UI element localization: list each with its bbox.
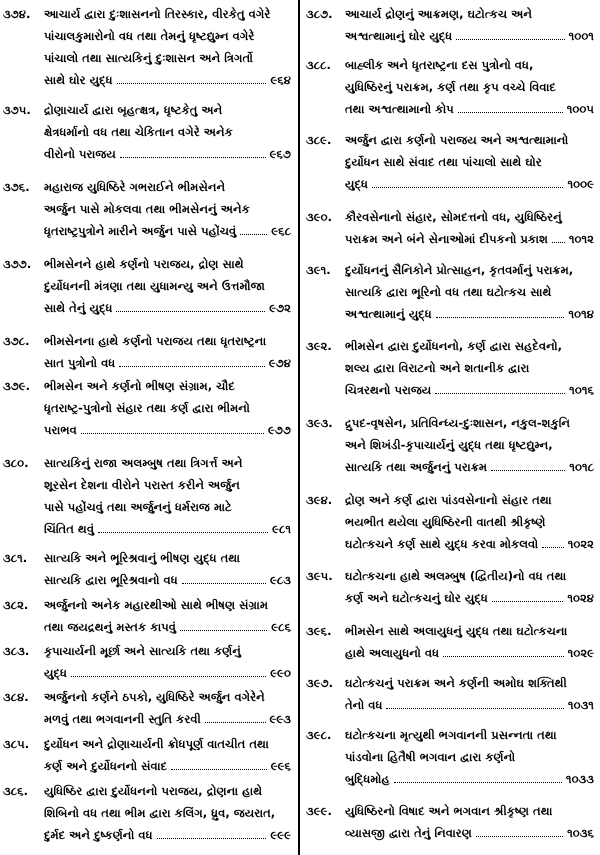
toc-entry-title-line: તથા અશ્વત્થામાનો કોપ [345, 102, 454, 116]
toc-entry-number: ૩૮૧. [3, 551, 28, 565]
toc-entry-number: ૩૮૯. [306, 133, 332, 147]
dot-leader [71, 675, 266, 677]
toc-entry-page: ૧૦૨૪ [567, 591, 594, 605]
toc-entry-number: ૩૭૪. [3, 7, 31, 21]
toc-entry-title-line: સાત્યકિ દ્વારા ભૂરિશ્રવાનો વધ [44, 573, 178, 587]
toc-entry-title-line: અશ્વત્થામાનું ઘોર યુદ્ધ [345, 29, 453, 43]
toc-entry-title-line: અશ્વત્થામાનું યુદ્ધ [345, 307, 432, 321]
toc-entry-number: ૩૭૯. [3, 379, 31, 393]
toc-entry-title-line: ભયભીત થયેલા યુધિષ્ઠિરની વાતથી શ્રીકૃષ્ણે [345, 515, 546, 529]
toc-entry [301, 565, 600, 609]
toc-entry-title-line: વીરોનો પરાજય [44, 147, 116, 161]
toc-entry-title-line: કૌરવસેનાનો સંહાર, સોમદત્તનો વધ, યુધિષ્ઠિરનું [345, 210, 562, 224]
toc-entry-title-line: યુધિષ્ઠિર દ્વારા દુર્યોધનનો પરાજય, દ્રોણના હાથે [44, 784, 263, 798]
toc-entry-title-line: તથા જયદ્રથનું મસ્તક કાપવું [44, 620, 176, 634]
column-divider [298, 0, 300, 855]
toc-entry-title-line: હાથે અલાયુધનો વધ [345, 646, 440, 660]
toc-entry [301, 620, 600, 664]
toc-entry-number: ૩૮૩. [3, 644, 30, 658]
toc-entry-page: ૧૦૦૧ [568, 29, 594, 43]
toc-entry [301, 489, 600, 555]
toc-entry-title-line: દ્રોણાચાર્ય દ્વારા બૃહત્ક્ષત્ર, ધૃષ્ટકેતુ અને [44, 103, 223, 117]
toc-entry-number: ૩૯૨. [306, 339, 332, 353]
toc-entry-title-line: ભીમસેનના હાથે કર્ણનો પરાજય તથા ધૃતરાષ્ટ્રના [44, 334, 267, 348]
toc-entry-page: ૯૯૩ [269, 712, 291, 726]
toc-entry [301, 259, 600, 325]
toc-entry-number: ૩૭૭. [3, 257, 32, 271]
toc-entry-title-line: ભીમસેન સાથે અલાયુધનું યુદ્ધ તથા ઘટોત્કચના [345, 624, 568, 638]
toc-entry-title-line: પાંડવોના હિતૈષી ભગવાન દ્વારા કર્ણનો [345, 750, 516, 764]
toc-entry-title-line: ભીમસેનને હાથે કર્ણનો પરાજય, દ્રોણ સાથે [44, 257, 244, 271]
toc-entry-page: ૯૯૬ [270, 759, 291, 773]
toc-entry-title-line: પાસે પહોંચવું તથા અર્જુનનું ધર્મરાજ માટે [44, 500, 232, 514]
toc-entry-page: ૧૦૨૯ [567, 646, 594, 660]
toc-entry-page: ૧૦૩૬ [567, 826, 594, 840]
toc-entry-number: ૩૯૯. [306, 804, 332, 818]
toc-entry-page: ૯૭૨ [269, 301, 291, 315]
toc-entry-number: ૩૮૦. [3, 456, 29, 470]
toc-left-column [0, 0, 297, 855]
toc-entry-number: ૩૮૪. [3, 690, 29, 704]
dot-leader [205, 721, 266, 723]
toc-entry [0, 594, 297, 638]
toc-entry-title-line: બાહ્લીક અને ધૃતરાષ્ટ્રના દસ પુત્રોનો વધ, [345, 58, 534, 72]
toc-entry [0, 3, 297, 91]
toc-entry-page: ૯૯૯ [270, 828, 291, 842]
dot-leader [491, 469, 565, 471]
toc-entry [301, 800, 600, 844]
toc-entry-title-line: કૃપાચાર્યની મૂર્છા અને સાત્યકિ તથા કર્ણનું [44, 644, 241, 658]
toc-entry-number: ૩૮૮. [306, 58, 331, 72]
toc-entry-page: ૧૦૧૨ [568, 232, 594, 246]
toc-entry-number: ૩૯૮. [306, 728, 332, 742]
toc-entry-title-line: અને શિખંડી-કૃપાચાર્યનું યુદ્ધ તથા ધૃષ્ટદ્યુમ્ન, [345, 438, 553, 452]
dot-leader [182, 582, 266, 584]
dot-leader [386, 707, 563, 709]
dot-leader [117, 82, 267, 84]
toc-entry-title-line: સાત્યકિ તથા અર્જુનનું પરાક્રમ [345, 460, 488, 474]
toc-entry [0, 99, 297, 165]
toc-entry-number: ૩૮૬. [3, 784, 28, 798]
toc-entry-title-line: અર્જુન દ્વારા કર્ણનો પરાજય અને અશ્વત્થામાનો [345, 133, 569, 147]
dot-leader [240, 233, 267, 235]
dot-leader [458, 111, 563, 113]
toc-entry-title-line: દુર્યોધનનું સૈનિકોને પ્રોત્સાહન, કૃતવર્માનું પરાક્રમ, [345, 263, 574, 277]
dot-leader [552, 241, 565, 243]
toc-entry [0, 733, 297, 777]
toc-entry-number: ૩૯૦. [306, 210, 332, 224]
toc-entry-title-line: ધૃતરાષ્ટ્ર-પુત્રોનો સંહાર તથા કર્ણ દ્વારા ભીમનો [44, 401, 250, 415]
toc-entry-title-line: સાત પુત્રોનો વધ [44, 356, 116, 370]
dot-leader [492, 600, 563, 602]
toc-entry-title-line: ઘટોત્કચનું પરાક્રમ અને કર્ણની અમોઘ શક્તિથી [345, 676, 567, 690]
toc-entry [0, 253, 297, 319]
toc-entry-page: ૧૦૦૫ [566, 102, 594, 116]
toc-entry [0, 547, 297, 591]
toc-entry-page: ૧૦૩૧ [567, 698, 594, 712]
toc-entry-title-line: ભીમસેન દ્વારા દુર્યોધનનો, કર્ણ દ્વારા સહદેવનો, [345, 339, 563, 353]
toc-entry-title-line: યુદ્ધ [44, 666, 67, 680]
toc-entry-title-line: કર્ણ અને દુર્યોધનનો સંવાદ [44, 759, 168, 773]
toc-entry-title-line: દુર્યોધન સાથે સંવાદ તથા પાંચાલો સાથે ઘોર [345, 155, 542, 169]
toc-entry-title-line: તેનો વધ [345, 698, 383, 712]
toc-entry-title-line: ધૃતરાષ્ટ્રપુત્રોને મારીને અર્જુન પાસે પહોંચવું [44, 224, 237, 238]
toc-entry-title-line: સાથે ઘોર યુદ્ધ [44, 73, 113, 87]
dot-leader [435, 392, 565, 394]
toc-entry-page: ૯૮૧ [272, 522, 291, 536]
toc-entry [301, 54, 600, 120]
toc-entry-title-line: ચિત્રરથનો પરાજય [345, 383, 432, 397]
toc-entry-title-line: શિબિનો વધ તથા ભીમ દ્વારા કલિંગ, ધ્રુવ, જયરાત, [44, 806, 276, 820]
dot-leader [476, 835, 563, 837]
toc-entry-title-line: દુર્મદ અને દુષ્કર્ણનો વધ [44, 828, 153, 842]
dot-leader [171, 768, 267, 770]
dot-leader [116, 310, 265, 312]
toc-entry-title-line: ચિંતિત થવું [44, 522, 95, 536]
toc-entry-title-line: યુધિષ્ઠિરનું પરાક્રમ, કર્ણ તથા કૃપ વચ્ચે વિવાદ [345, 80, 556, 94]
toc-entry-page: ૯૬૪ [270, 73, 291, 87]
dot-leader [372, 186, 564, 188]
toc-entry-title-line: દ્રુપદ-વૃષસેન, પ્રતિવિન્ધ્ય-દુઃશાસન, નકુલ-શકુનિ [345, 416, 571, 430]
toc-entry-number: ૩૯૧. [306, 263, 331, 277]
dot-leader [157, 837, 267, 839]
toc-entry-page: ૯૬૮ [271, 224, 291, 238]
toc-entry-title-line: બુદ્ધિમોહ [345, 772, 390, 786]
toc-entry-page: ૯૭૪ [268, 356, 291, 370]
toc-entry-title-line: કર્ણ અને ઘટોત્કચનું ઘોર યુદ્ધ [345, 591, 488, 605]
toc-entry-number: ૩૭૫. [3, 103, 31, 117]
toc-entry-title-line: ઘટોત્કચને કર્ણ સાથે યુદ્ધ કરવા મોકલવો [345, 537, 539, 551]
toc-entry-number: ૩૯૫. [306, 569, 333, 583]
toc-entry-page: ૯૯૦ [270, 666, 291, 680]
toc-entry-number: ૩૭૮. [3, 334, 30, 348]
toc-entry-number: ૩૭૬. [3, 180, 30, 194]
dot-leader [180, 629, 267, 631]
toc-entry-title-line: ઘટોત્કચના હાથે અલમ્બુષ (દ્વિતીય)નો વધ તથા [345, 569, 567, 583]
toc-entry [0, 452, 297, 540]
toc-entry-title-line: પરાક્રમ અને બંને સેનાઓમાં દીપકનો પ્રકાશ [345, 232, 548, 246]
toc-entry-number: ૩૯૬. [306, 624, 332, 638]
toc-entry [0, 686, 297, 730]
toc-entry [0, 375, 297, 441]
toc-right-column [301, 0, 600, 855]
dot-leader [81, 432, 264, 434]
toc-entry [301, 335, 600, 401]
toc-entry [301, 3, 600, 47]
toc-entry-title-line: સાત્યકિ અને ભૂરિશ્રવાનું ભીષણ યુદ્ધ તથા [44, 551, 241, 565]
toc-entry-page: ૯૮૩ [270, 573, 291, 587]
toc-entry-title-line: અર્જુનનો કર્ણને ઠપકો, યુધિષ્ઠિરે અર્જુન વગેરેને [44, 690, 265, 704]
dot-leader [456, 38, 564, 40]
toc-entry-title-line: પાંચાલો તથા સાત્યકિનું દુઃશાસન અને ત્રિગર્તો [44, 51, 253, 65]
dot-leader [98, 531, 268, 533]
toc-entry [0, 780, 297, 846]
toc-entry-title-line: પરાભવ [44, 423, 77, 437]
dot-leader [394, 781, 562, 783]
toc-entry-number: ૩૯૪. [306, 493, 333, 507]
toc-entry-number: ૩૯૭. [306, 676, 334, 690]
toc-entry-title-line: મહારાજ યુધિષ્ઠિરે ગભરાઈને ભીમસેનને [44, 180, 226, 194]
toc-entry [0, 640, 297, 684]
toc-entry-title-line: સાથે તેનું યુદ્ધ [44, 301, 113, 315]
toc-entry-title-line: વ્યાસજી દ્વારા તેનું નિવારણ [345, 826, 472, 840]
toc-entry-title-line: ભીમસેન અને કર્ણનો ભીષણ સંગ્રામ, ચૌદ [44, 379, 235, 393]
dot-leader [119, 365, 265, 367]
toc-entry-title-line: અર્જુન પાસે મોકલવા તથા ભીમસેનનું અનેક [44, 202, 250, 216]
dot-leader [436, 316, 565, 318]
toc-entry-title-line: મળવું તથા ભગવાનની સ્તુતિ કરવી [44, 712, 201, 726]
toc-entry [0, 176, 297, 242]
toc-entry-page: ૧૦૧૮ [569, 460, 594, 474]
toc-entry-title-line: સાત્યકિનું રાજા અલમ્બુષ તથા ત્રિગર્ત્ત અને [44, 456, 243, 470]
toc-entry-title-line: દુર્યોધન અને દ્રોણાચાર્યની ક્રોધપૂર્ણ વાતચીત તથા [44, 737, 269, 751]
toc-entry-title-line: દ્રોણ અને કર્ણ દ્વારા પાંડવસેનાનો સંહાર તથા [345, 493, 552, 507]
toc-entry [301, 724, 600, 790]
toc-entry-title-line: સાત્યકિ દ્વારા ભૂરિનો વધ તથા ઘટોત્કચ સાથે [345, 285, 552, 299]
toc-entry-number: ૩૯૩. [306, 416, 333, 430]
toc-entry-page: ૧૦૩૩ [565, 772, 594, 786]
toc-entry-page: ૧૦૧૪ [568, 307, 594, 321]
toc-entry-title-line: દુર્યોધનની મંત્રણા તથા યુધામન્યુ અને ઉત્તમૌજા [44, 279, 265, 293]
toc-entry-page: ૯૭૭ [268, 423, 291, 437]
toc-entry-page: ૯૮૬ [271, 620, 291, 634]
dot-leader [443, 655, 564, 657]
toc-entry [301, 206, 600, 250]
toc-entry-title-line: યુદ્ધ [345, 177, 368, 191]
toc-entry-title-line: પાંચાલકુમારોનો વધ તથા તેમનું ધૃષ્ટદ્યુમ્ન વગેરે [44, 29, 255, 43]
toc-entry-number: ૩૮૭. [306, 7, 333, 21]
toc-entry-page: ૧૦૦૯ [567, 177, 594, 191]
toc-entry-page: ૯૬૭ [269, 147, 291, 161]
dot-leader [542, 546, 564, 548]
toc-entry-page: ૧૦૨૨ [567, 537, 594, 551]
toc-entry [0, 330, 297, 374]
toc-entry-page: ૧૦૧૬ [569, 383, 594, 397]
toc-entry-title-line: યુધિષ્ઠિરનો વિષાદ અને ભગવાન શ્રીકૃષ્ણ તથા [345, 804, 553, 818]
toc-entry-title-line: આચાર્ય દ્વારા દુઃશાસનનો તિરસ્કાર, વીરકેતુ વગેરે [44, 7, 271, 21]
toc-entry-title-line: શૂરસેન દેશના વીરોને પરાસ્ત કરીને અર્જુન [44, 478, 240, 492]
toc-entry [301, 672, 600, 716]
toc-entry-title-line: અર્જુનનો અનેક મહારથીઓ સાથે ભીષણ સંગ્રામ [44, 598, 269, 612]
toc-entry [301, 412, 600, 478]
toc-entry-title-line: ક્ષેત્રધર્માનો વધ તથા ચેકિતાન વગેરે અનેક [44, 125, 233, 139]
toc-entry-number: ૩૮૫. [3, 737, 30, 751]
toc-entry-number: ૩૮૨. [3, 598, 29, 612]
dot-leader [120, 156, 266, 158]
toc-entry [301, 129, 600, 195]
toc-entry-title-line: આચાર્ય દ્રોણનું આક્રમણ, ઘટોત્કચ અને [345, 7, 533, 21]
toc-entry-title-line: શલ્ય દ્વારા વિરાટનો અને શતાનીક દ્વારા [345, 361, 530, 375]
toc-entry-title-line: ઘટોત્કચના મૃત્યુથી ભગવાનની પ્રસન્નતા તથા [345, 728, 557, 742]
